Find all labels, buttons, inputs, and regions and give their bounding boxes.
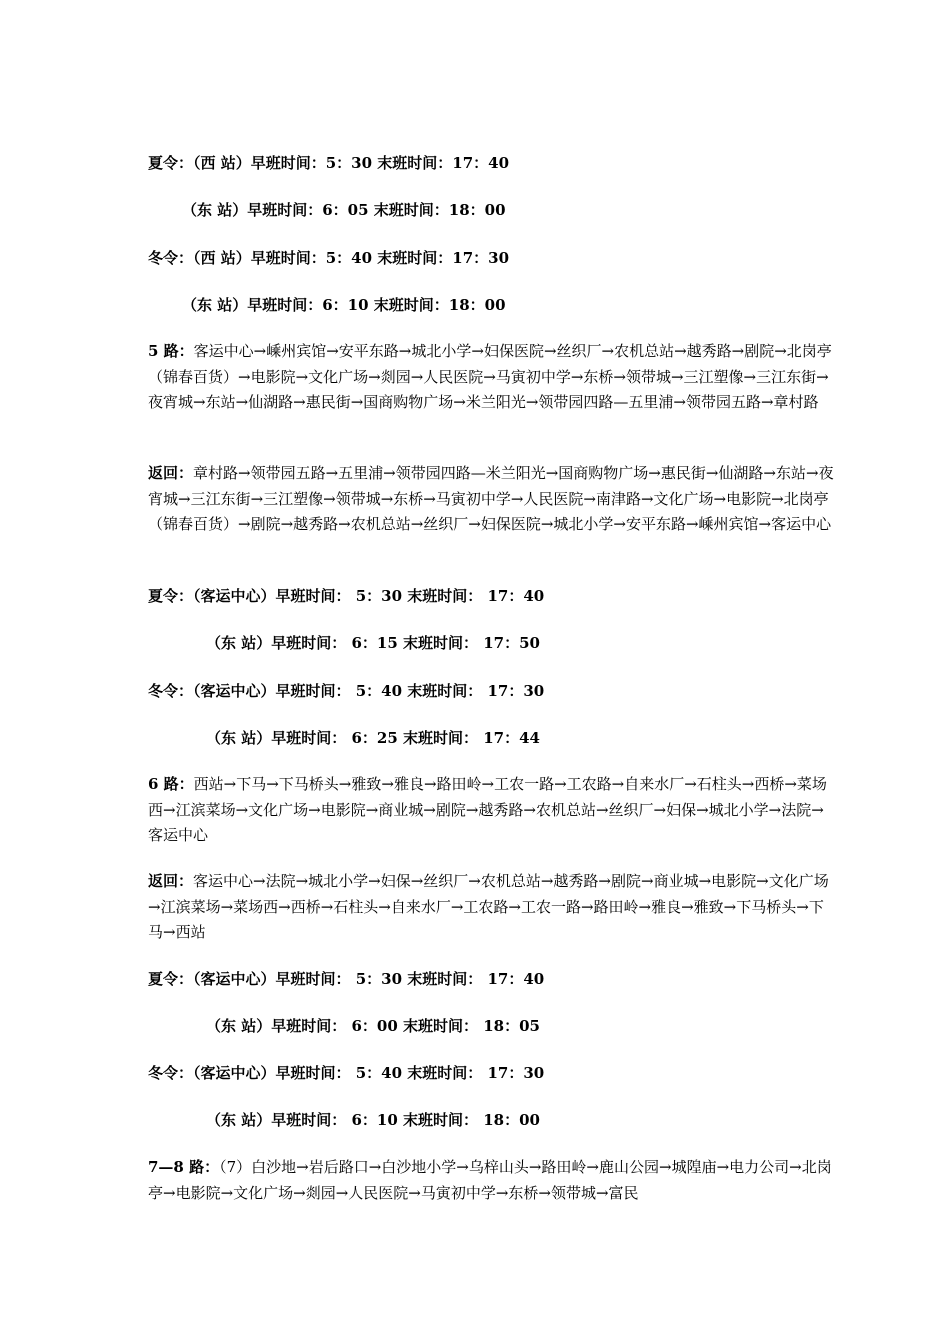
route78-outbound [148, 1155, 838, 1206]
route6-winter-a: 冬令：（客运中心）早班时间： 5：40 末班时间： 17：30 [148, 1064, 545, 1082]
route4-summer-west: 夏令：（西 站）早班时间：5：30 末班时间：17：40 [148, 154, 510, 172]
route6-winter-b: （东 站）早班时间： 6：10 末班时间： 18：00 [206, 1111, 540, 1129]
route5-return [148, 461, 838, 538]
route5-summer-b: （东 站）早班时间： 6：15 末班时间： 17：50 [206, 634, 540, 652]
route5-return-stops: 章村路→领带园五路→五里浦→领带园四路—米兰阳光→国商购物广场→惠民街→仙湖路→东站→夜宵城→三江东街→三江塑像→领带城→东桥→马寅初中学→人民医院→南津路→文化广场→电影院→北岗亭（锦春百货）→剧院→越秀路→农机总站→丝织厂→妇保医院→城北小学→安平东路→嵊州宾馆→客运中心 [148, 464, 834, 533]
route5-return-label: 返回： [148, 464, 194, 482]
route78-outbound-stops: （7）白沙地→岩后路口→白沙地小学→乌梓山头→路田岭→鹿山公园→城隍庙→电力公司→北岗亭→电影院→文化广场→剡园→人民医院→马寅初中学→东桥→领带城→富民 [148, 1158, 832, 1202]
route6-summer-b: （东 站）早班时间： 6：00 末班时间： 18：05 [206, 1017, 540, 1035]
route6-outbound-stops: 西站→下马→下马桥头→雅致→雅良→路田岭→工农一路→工农路→自来水厂→石柱头→西桥→菜场西→江滨菜场→文化广场→电影院→商业城→剧院→越秀路→农机总站→丝织厂→妇保→城北小学→法院→客运中心 [148, 775, 827, 844]
route4-winter-west: 冬令：（西 站）早班时间：5：40 末班时间：17：30 [148, 249, 510, 267]
route78-label: 7—8 路： [148, 1158, 220, 1176]
route5-winter-a: 冬令：（客运中心）早班时间： 5：40 末班时间： 17：30 [148, 682, 545, 700]
route5-outbound [148, 339, 838, 416]
route6-return-label: 返回： [148, 872, 194, 890]
route5-label: 5 路： [148, 342, 194, 360]
route4-winter-east: （东 站）早班时间：6：10 末班时间：18：00 [182, 296, 506, 314]
route6-return [148, 869, 838, 946]
route6-return-stops: 客运中心→法院→城北小学→妇保→丝织厂→农机总站→越秀路→剧院→商业城→电影院→文化广场→江滨菜场→菜场西→西桥→石柱头→自来水厂→工农路→工农一路→路田岭→雅良→雅致→下马桥头→下马→西站 [148, 872, 829, 941]
route4-summer-east: （东 站）早班时间：6：05 末班时间：18：00 [182, 201, 506, 219]
route5-summer-a: 夏令：（客运中心）早班时间： 5：30 末班时间： 17：40 [148, 587, 545, 605]
route6-summer-a: 夏令：（客运中心）早班时间： 5：30 末班时间： 17：40 [148, 970, 545, 988]
route6-label: 6 路： [148, 775, 194, 793]
route5-outbound-stops: 客运中心→嵊州宾馆→安平东路→城北小学→妇保医院→丝织厂→农机总站→越秀路→剧院→北岗亭（锦春百货）→电影院→文化广场→剡园→人民医院→马寅初中学→东桥→领带城→三江塑像→三江东街→夜宵城→东站→仙湖路→惠民街→国商购物广场→米兰阳光→领带园四路—五里浦→领带园五路→章村路 [148, 342, 832, 411]
route5-winter-b: （东 站）早班时间： 6：25 末班时间： 17：44 [206, 729, 540, 747]
route6-outbound [148, 772, 838, 849]
